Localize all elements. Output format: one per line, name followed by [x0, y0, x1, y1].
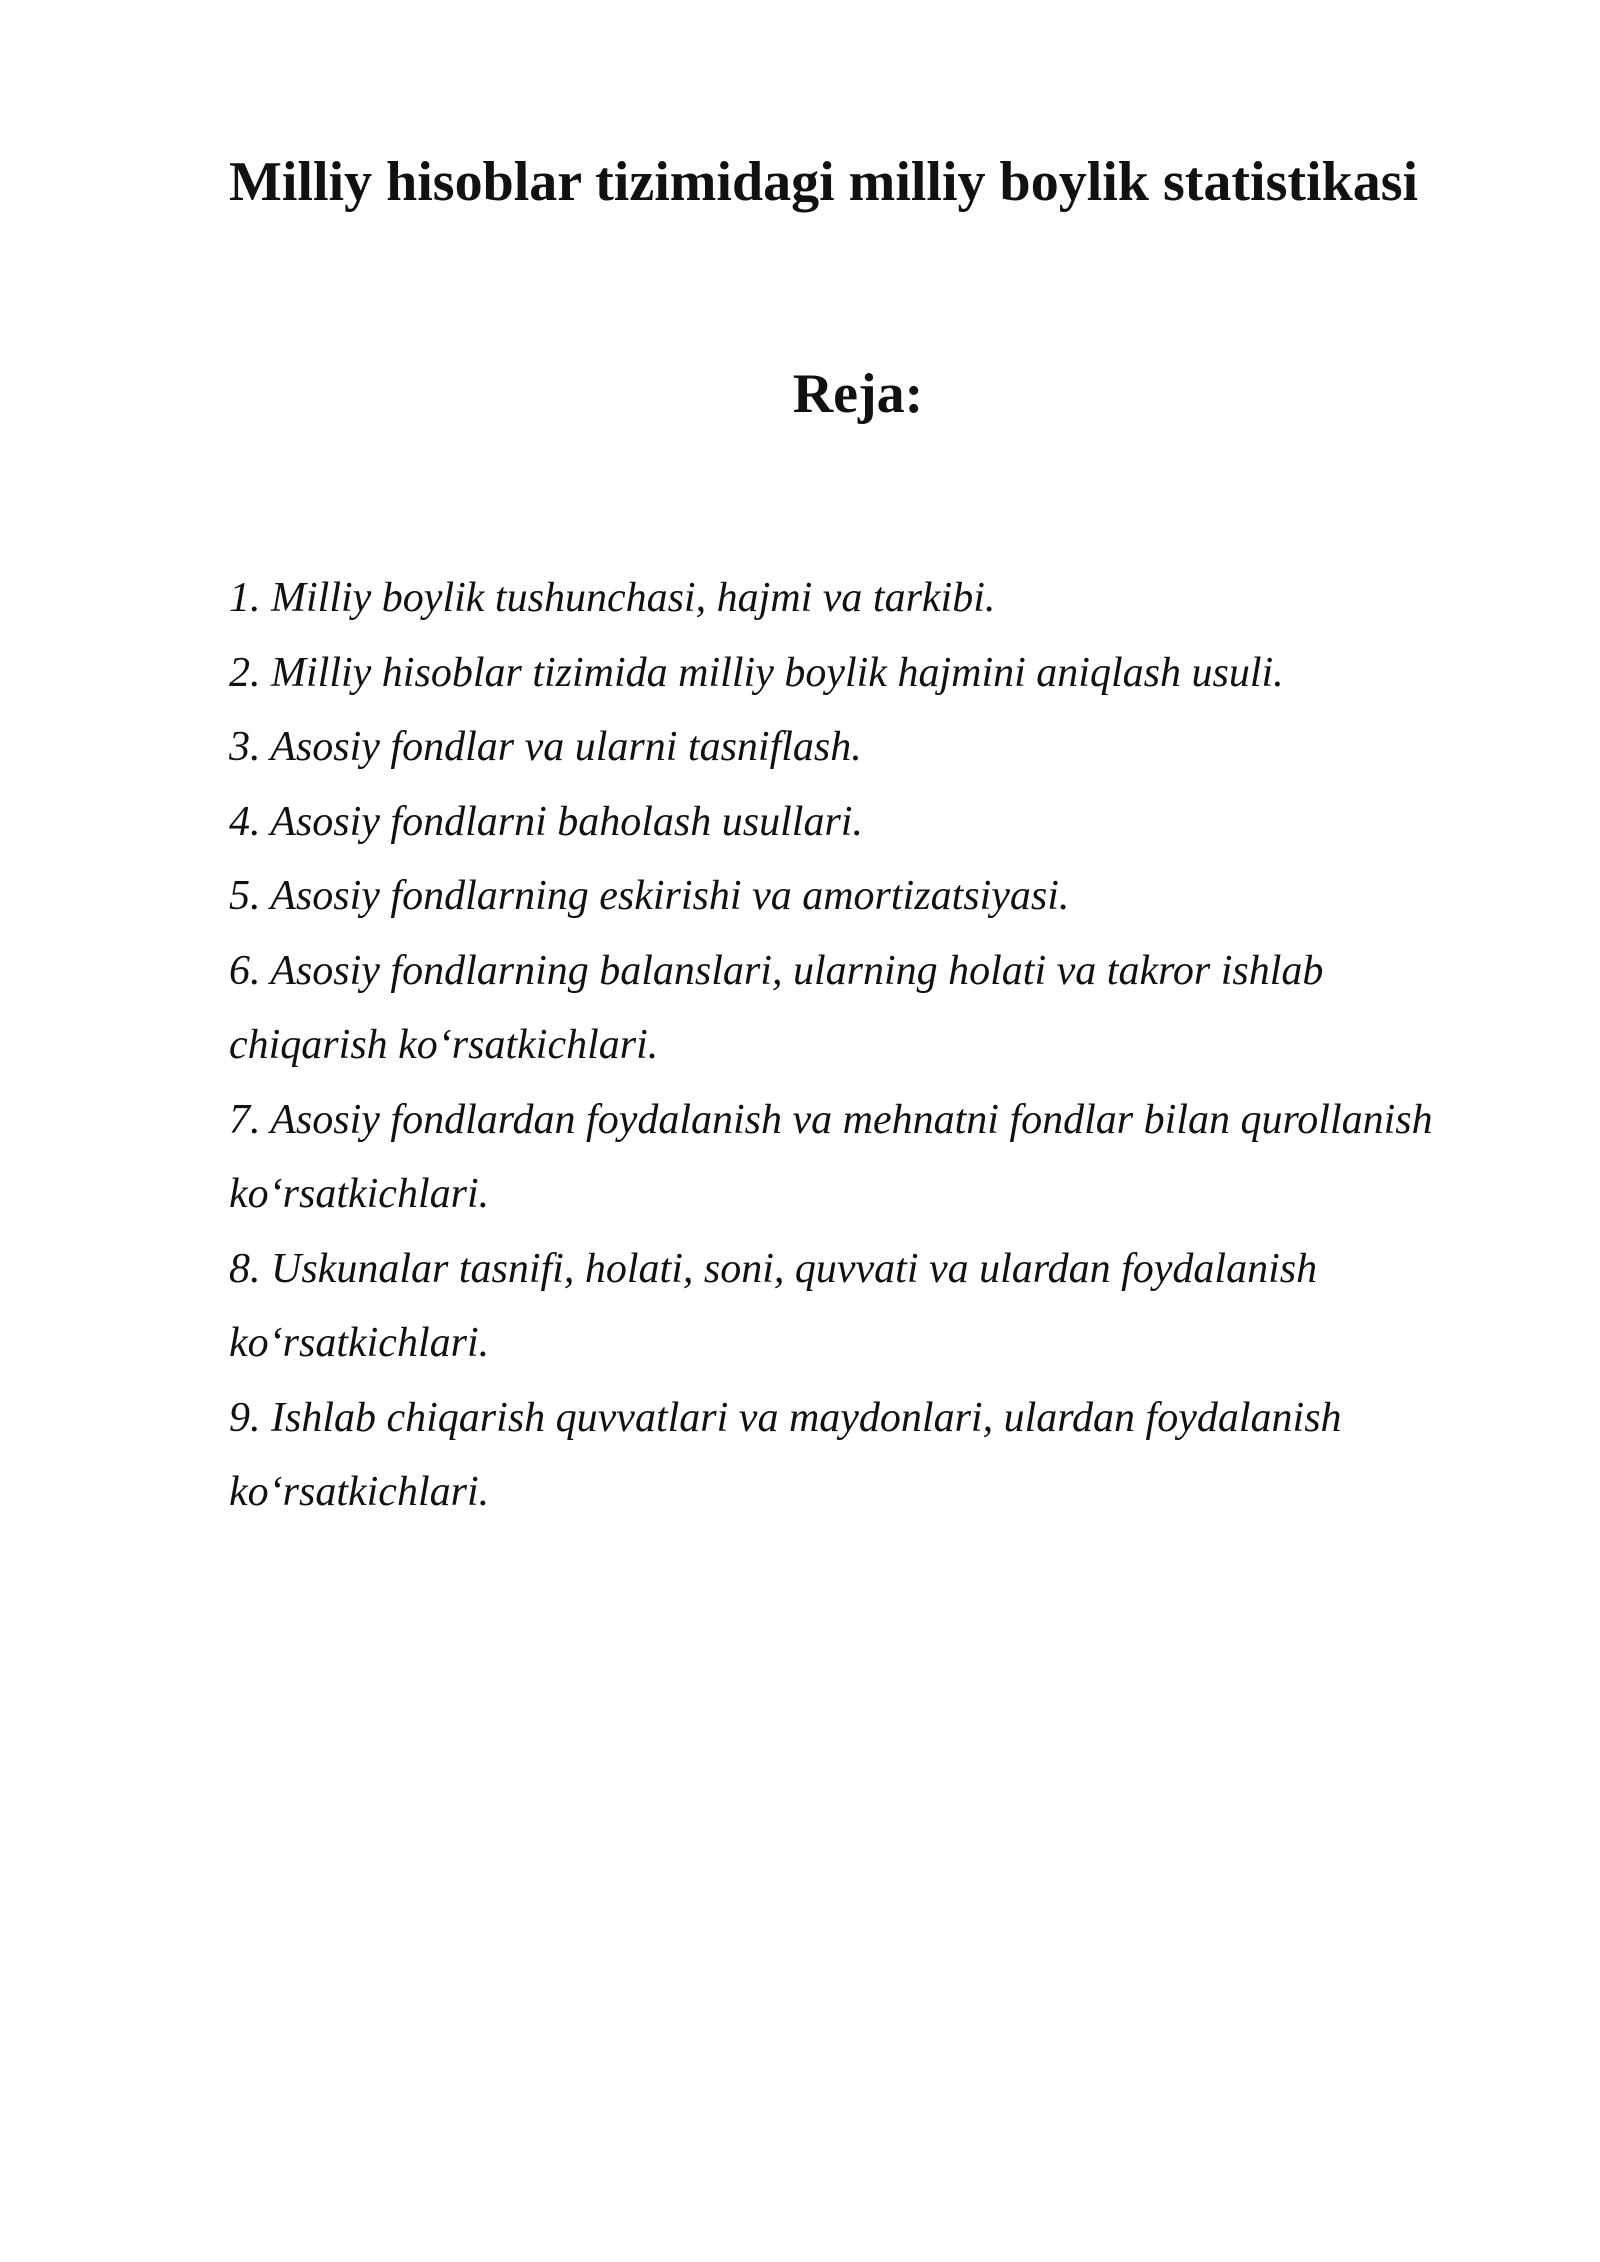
plan-item-8: 8. Uskunalar tasnifi, holati, soni, quvvati va ulardan foydalanish ko‘rsatkichlari. [229, 1245, 1318, 1366]
plan-item-3: 3. Asosiy fondlar va ularni tasniflash. [229, 724, 862, 770]
plan-list [229, 561, 1489, 1530]
plan-item-4: 4. Asosiy fondlarni baholash usullari. [229, 798, 863, 845]
plan-item-7: 7. Asosiy fondlardan foydalanish va mehnatni fondlar bilan qurollanish ko‘rsatkichlari. [229, 1096, 1433, 1217]
document-title: Milliy hisoblar tizimidagi milliy boylik statistikasi [229, 151, 1419, 213]
plan-item-2: 2. Milliy hisoblar tizimida milliy boylik hajmini aniqlash usuli. [229, 649, 1284, 696]
plan-item-5: 5. Asosiy fondlarning eskirishi va amortizatsiyasi. [229, 873, 1070, 919]
plan-heading: Reja: [792, 363, 924, 425]
plan-item-9: 9. Ishlab chiqarish quvvatlari va maydonlari, ulardan foydalanish ko‘rsatkichlari. [229, 1394, 1342, 1515]
plan-item-1: 1. Milliy boylik tushunchasi, hajmi va tarkibi. [229, 575, 996, 621]
plan-item-6: 6. Asosiy fondlarning balanslari, ularning holati va takror ishlab chiqarish ko‘rsatkichlari. [229, 947, 1324, 1068]
